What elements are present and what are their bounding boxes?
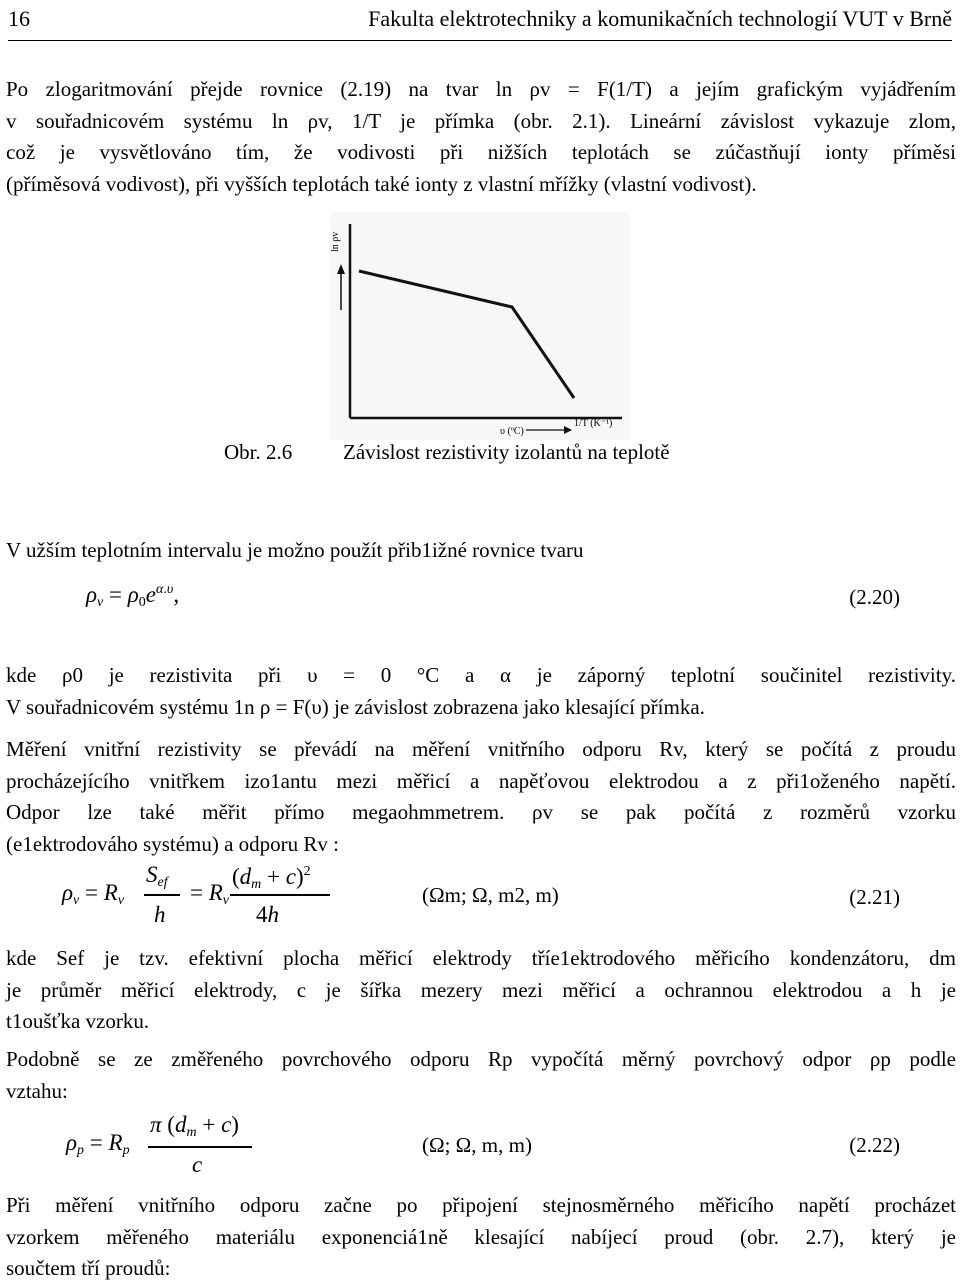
equation-2-22-number: (2.22) bbox=[849, 1133, 900, 1157]
paragraph-2 bbox=[6, 535, 956, 567]
para5-line2: je průměr měřicí elektrody, c je šířka mezery mezi měřicí a ochrannou elektrodou a h je bbox=[6, 977, 956, 1002]
equation-2-20: $\rho_v = \rho_0e^{\alpha.\upsilon}$, bbox=[86, 582, 180, 610]
para7-line3: součtem tří proudů: bbox=[6, 1256, 171, 1280]
paragraph-6 bbox=[6, 1044, 956, 1107]
para3-line2: V souřadnicovém systému 1n ρ = F(υ) je závislost zobrazena jako klesající přímka. bbox=[6, 694, 705, 719]
para4-line2: procházejícího vnitřkem izo1antu mezi měřicí a napěťovou elektrodou a z při1oženého napětí. bbox=[6, 768, 956, 793]
paragraph-7 bbox=[6, 1190, 956, 1285]
x-axis-label-temp: υ (ºC) bbox=[500, 426, 524, 437]
para1-line2: v souřadnicovém systému ln ρv, 1/T je přímka (obr. 2.1). Lineární závislost vykazuje zlom, bbox=[6, 108, 956, 133]
header-title: Fakulta elektrotechniky a komunikačních technologií VUT v Brně bbox=[368, 6, 952, 31]
figure-resistivity-plot bbox=[330, 212, 630, 440]
figure-caption-number: Obr. 2.6 bbox=[224, 440, 293, 464]
para5-line3: t1oušťka vzorku. bbox=[6, 1009, 150, 1033]
para3-line1: kde ρ0 je rezistivita při υ = 0 °C a α je záporný teplotní součinitel rezistivity. bbox=[6, 663, 956, 687]
para4-line1: Měření vnitřní rezistivity se převádí na měření vnitřního odporu Rv, který se počítá z proudu bbox=[6, 737, 956, 761]
paragraph-1 bbox=[6, 74, 956, 200]
page-header bbox=[8, 2, 952, 41]
equation-2-21-units: (Ωm; Ω, m2, m) bbox=[422, 883, 559, 907]
para7-line1: Při měření vnitřního odporu začne po připojení stejnosměrného měřicího napětí procházet bbox=[6, 1193, 956, 1217]
equation-2-21-number: (2.21) bbox=[849, 885, 900, 909]
para1-line1: Po zlogaritmování přejde rovnice (2.19) na tvar ln ρv = F(1/T) a jejím grafickým vyjádřením bbox=[6, 77, 956, 101]
para7-line2: vzorkem měřeného materiálu exponenciá1ně klesající nabíjecí proud (obr. 2.7), který je bbox=[6, 1224, 956, 1249]
equation-2-22-units: (Ω; Ω, m, m) bbox=[422, 1133, 532, 1157]
para5-line1: kde Sef je tzv. efektivní plocha měřicí elektrody tříe1ektrodového měřicího kondenzátoru, dm bbox=[6, 946, 956, 970]
para6-line2: vztahu: bbox=[6, 1078, 68, 1103]
para1-line3: což je vysvětlováno tím, že vodivosti při nižších teplotách se zúčastňují ionty příměsi bbox=[6, 140, 956, 164]
para4-line4: (e1ektrodováho systému) a odporu Rv : bbox=[6, 831, 340, 856]
paragraph-5 bbox=[6, 943, 956, 1038]
paragraph-4 bbox=[6, 734, 956, 860]
paragraph-3 bbox=[6, 660, 956, 723]
para4-line3: Odpor lze také měřit přímo megaohmmetrem. ρv se pak počítá z rozměrů vzorku bbox=[6, 800, 956, 824]
para6-line1: Podobně se ze změřeného povrchového odporu Rp vypočítá měrný povrchový odpor ρp podle bbox=[6, 1047, 956, 1071]
figure-caption-text: Závislost rezistivity izolantů na teplotě bbox=[343, 440, 670, 464]
x-axis-label-invT: 1/T (K⁻¹) bbox=[574, 418, 613, 429]
para1-line4: (příměsová vodivost), při vyšších teplotách také ionty z vlastní mřížky (vlastní vodivost). bbox=[6, 171, 757, 196]
page-number: 16 bbox=[8, 6, 30, 31]
para2-line: V užším teplotním intervalu je možno použít přib1ižné rovnice tvaru bbox=[6, 538, 584, 562]
y-axis-label: ln ρv bbox=[330, 231, 341, 252]
equation-2-20-number: (2.20) bbox=[849, 585, 900, 609]
